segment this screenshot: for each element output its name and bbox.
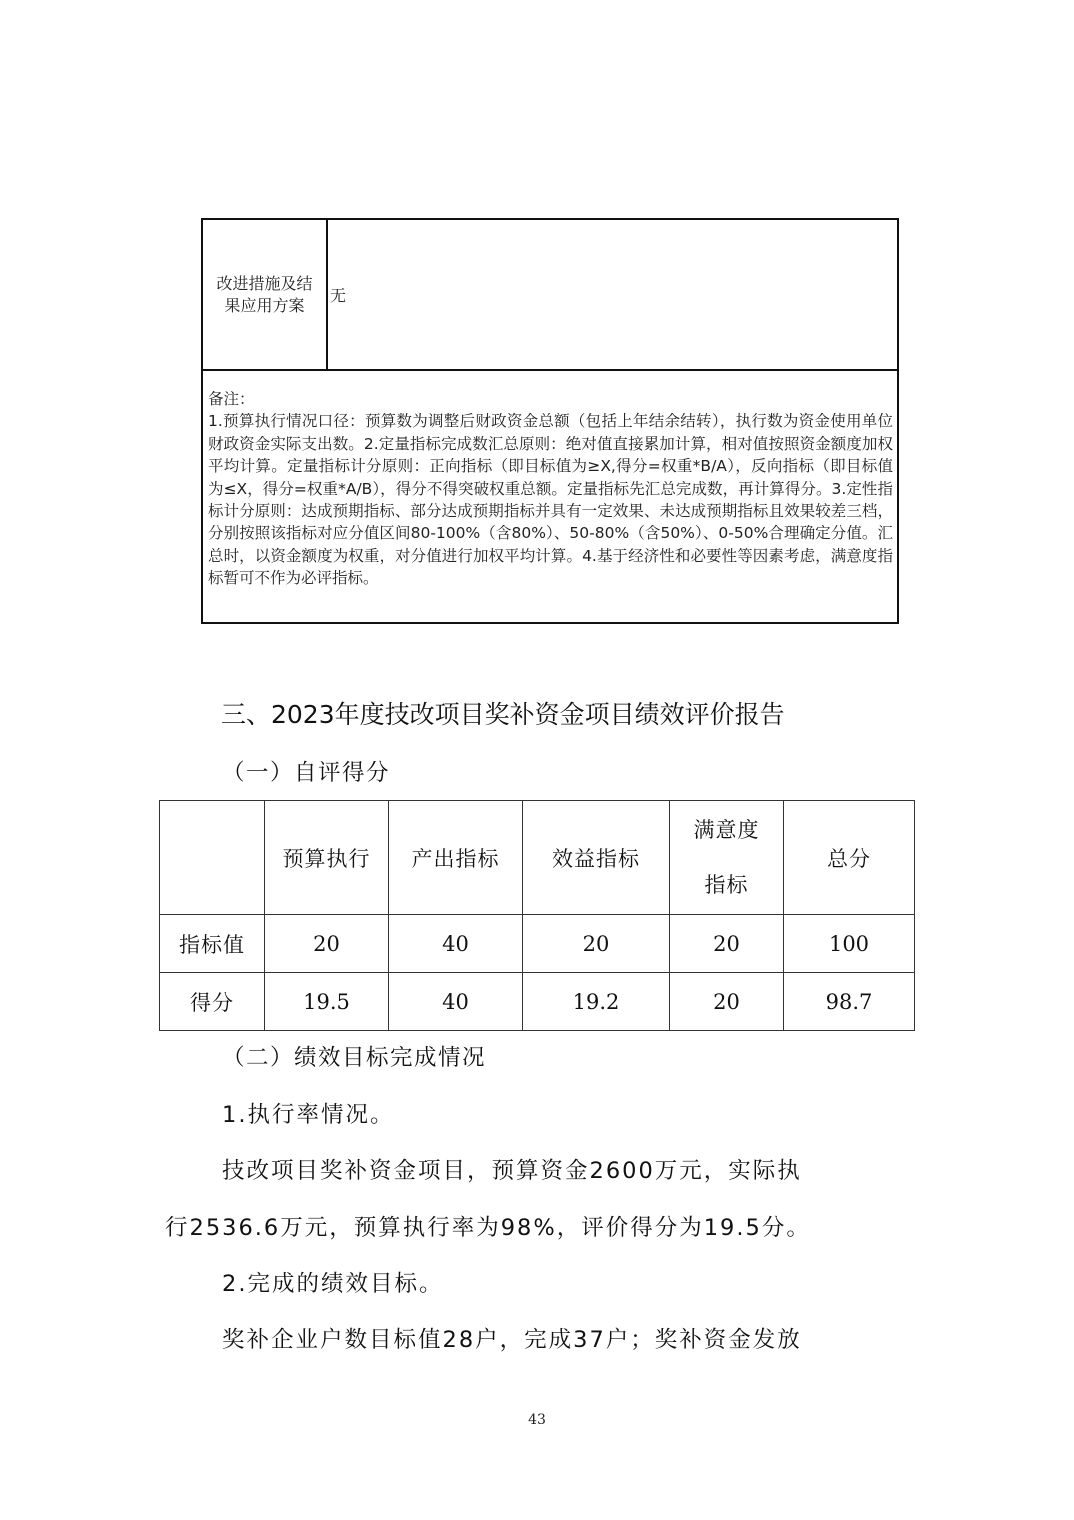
score-table [159,800,915,1031]
item2-title: 2.完成的绩效目标。 [222,1271,444,1297]
table-cell: 20 [670,915,784,973]
table-row [160,973,915,1031]
table-header-row [160,801,915,915]
item1-title: 1.执行率情况。 [222,1102,395,1128]
improvement-value: 无 [330,286,347,305]
table-cell: 20 [670,973,784,1031]
table-cell: 20 [523,915,670,973]
improvement-label-cell [203,220,328,369]
satisfaction-line2: 指标 [704,872,749,897]
table-cell: 98.7 [784,973,915,1031]
row-label: 指标值 [160,915,265,973]
table-cell: 40 [389,915,523,973]
table-row [160,915,915,973]
improvement-row [203,220,897,371]
improvement-label [206,273,324,317]
row-label: 得分 [160,973,265,1031]
improvement-value-cell [330,220,897,369]
notes-heading: 备注： [208,390,255,408]
item1-line1: 技改项目奖补资金项目，预算资金2600万元，实际执 [222,1158,802,1184]
table-header-cell: 预算执行 [265,801,389,915]
notes-text: 1.预算执行情况口径：预算数为调整后财政资金总额（包括上年结余结转），执行数为资金使用单位财政资金实际支出数。2.定量指标完成数汇总原则：绝对值直接累加计算，相对值按照资金额度加权平均计算。定量指标计分原则：正向指标（即目标值为≥X,得分=权重*B/A），反向指标（即目标值为≤X，得分=权重*A/B），得分不得突破权重总额。定量指标先汇总完成数，再计算得分。3.定性指标计分原则：达成预期指标、部分达成预期指标并具有一定效果、未达成预期指标且效果较差三档，分别按照该指标对应分值区间80-100%（含80%）、50-80%（含50%）、0-50%合理确定分值。汇总时，以资金额度为权重，对分值进行加权平均计算。4.基于经济性和必要性等因素考虑，满意度指标暂可不作为必评指标。 [208,412,893,588]
table-header-cell: 总分 [784,801,915,915]
page-number: 43 [528,1412,546,1428]
notes-block [208,388,893,590]
section-title: 三、2023年度技改项目奖补资金项目绩效评价报告 [221,700,785,729]
subsection-self-score: （一）自评得分 [222,760,391,786]
improvement-label-line2: 果应用方案 [224,295,305,315]
item1-line2: 行2536.6万元，预算执行率为98%，评价得分为19.5分。 [165,1215,811,1241]
table-cell: 100 [784,915,915,973]
table-header-cell-satisfaction [670,801,784,915]
table-cell: 19.2 [523,973,670,1031]
improvement-label-line1: 改进措施及结 [216,273,313,293]
table-cell: 19.5 [265,973,389,1031]
improvement-measures-box [201,218,899,624]
table-header-cell: 效益指标 [523,801,670,915]
item2-line1: 奖补企业户数目标值28户，完成37户；奖补资金发放 [222,1327,802,1353]
table-header-cell [160,801,265,915]
satisfaction-line1: 满意度 [693,817,760,842]
table-cell: 40 [389,973,523,1031]
table-cell: 20 [265,915,389,973]
subsection-goal-completion: （二）绩效目标完成情况 [222,1045,487,1071]
table-header-cell: 产出指标 [389,801,523,915]
